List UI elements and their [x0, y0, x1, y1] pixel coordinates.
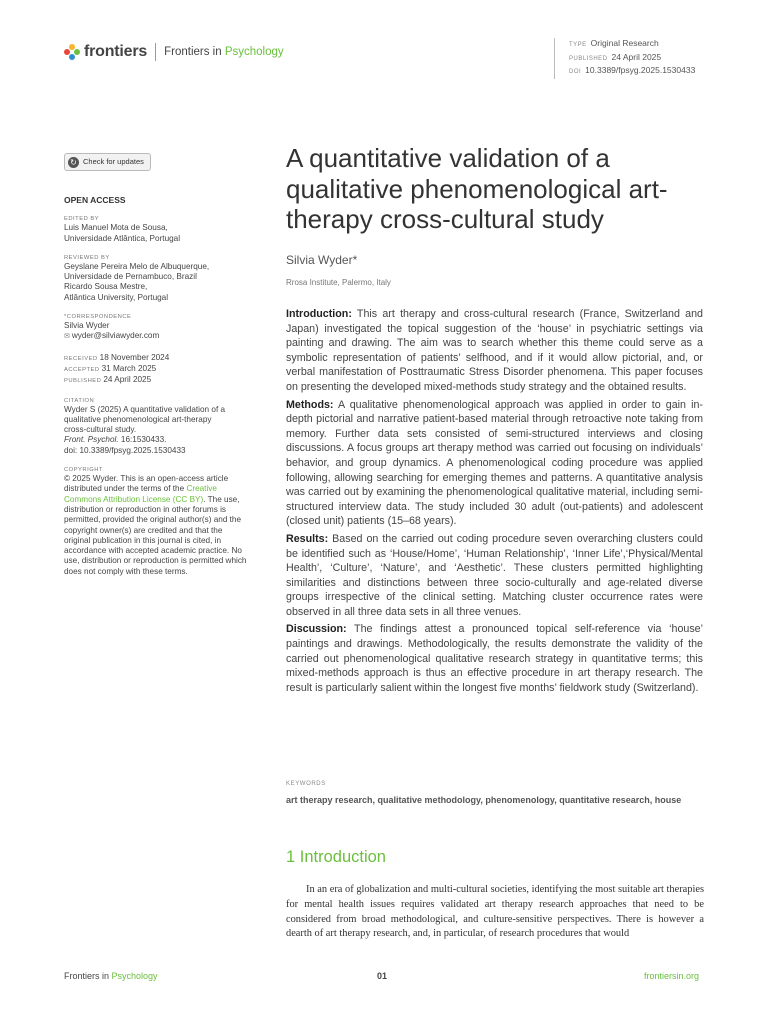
citation-journal: Front. Psychol. 16:1530433. [64, 435, 167, 445]
frontiers-logo-icon [64, 44, 80, 60]
correspondence-email[interactable]: ✉ wyder@silviawyder.com [64, 331, 160, 341]
dates [64, 353, 252, 387]
meta-doi: DOI 10.3389/fpsyg.2025.1530433 [569, 65, 696, 75]
meta-published: PUBLISHED 24 April 2025 [569, 51, 662, 62]
license-link[interactable]: Creative Commons Attribution License (CC BY) [64, 484, 217, 504]
author-name[interactable]: Silvia Wyder* [286, 253, 358, 267]
copyright-text: © 2025 Wyder. This is an open-access article distributed under the terms of the Creative Commons Attribution License (CC BY). The use, distribution or reproduction in other forums is permitted, provided the original author(s) and the copyright owner(s) are credited and that the original publication in this journal is cited, in accordance with accepted academic practice. No use, distribution or reproduction is permitted which does not comply with these terms. [64, 474, 247, 576]
page-number: 01 [377, 971, 388, 981]
date-accepted: ACCEPTED 31 March 2025 [64, 363, 157, 373]
section-heading: 1 Introduction [286, 848, 386, 866]
author-affiliation: Rrosa Institute, Palermo, Italy [286, 278, 391, 287]
abstract-introduction: Introduction: This art therapy and cross-cultural research (France, Switzerland and Japan) investigated the topical suggestion of the ‘house’ in psychiatric settings via painting and drawing. The aim was to search whether this theme could serve as a symbolic representation of patients’ selfhood, and if it would allow pictorial, and, or verbal manifestation of Posttraumatic Stress Disorder phenomena. This paper focuses on presenting the developed mixed-methods study strategy and the obtained results. [286, 308, 703, 393]
keywords-heading: KEYWORDS [286, 781, 326, 787]
abstract-discussion: Discussion: The findings attest a pronounced topical self-reference via ‘house’ paintings and drawings. Methodologically, the results demonstrate the validity of the carried out phenomenological qualitative research strategy in quantitative terms; this mixed-methods approach is thus an effective procedure in art therapy research. The result is particularly salient within the longest five months’ fieldwork study (Switzerland). [286, 623, 703, 694]
editor-line: Universidade Atlântica, Portugal [64, 233, 181, 243]
section-paragraph: In an era of globalization and multi-cultural societies, identifying the most suitable art therapies for mental health issues requires validated art therapy research approaches that need to be considered from broad methodological, and culture-sensitive perspectives. There is however a dearth of art therapy research, and, in particular, of research procedures that would [286, 884, 704, 940]
date-published: PUBLISHED 24 April 2025 [64, 375, 152, 385]
citation-heading: CITATION [64, 397, 95, 404]
meta-type: TYPE Original Research [569, 38, 659, 48]
reviewed-by-heading: REVIEWED BY [64, 254, 110, 261]
footer-journal: Frontiers in Psychology [64, 971, 158, 981]
reviewer-line: Atlântica University, Portugal [64, 292, 169, 302]
article-meta [554, 38, 695, 79]
abstract-results: Results: Based on the carried out coding procedure seven overarching clusters could be identified such as ‘House/Home’, ‘Human Relationship’, ‘Inner Life’,‘Physical/Mental Health’, ‘Culture’, ‘Nature’, and ‘Aesthetic’. These clusters permitted highlighting similarities and distinctions between three socio-culturally and age-related diverse groups irrespective of the clinical setting. Matching cluster occurrence rates were observed in all three data sets in all three venues. [286, 532, 703, 618]
journal-name[interactable]: Frontiers in Psychology [164, 46, 284, 58]
edited-by-heading: EDITED BY [64, 216, 100, 223]
abstract [286, 307, 703, 698]
logo-divider [155, 43, 156, 61]
editor-line: Luis Manuel Mota de Sousa, [64, 223, 168, 233]
sidebar [64, 153, 252, 577]
citation-line: Wyder S (2025) A quantitative validation of a [64, 404, 226, 414]
date-received: RECEIVED 18 November 2024 [64, 352, 170, 362]
reviewer-line: Ricardo Sousa Mestre, [64, 282, 148, 292]
reviewer-line: Geyslane Pereira Melo de Albuquerque, [64, 261, 210, 271]
copyright-heading: COPYRIGHT [64, 467, 103, 474]
citation-line: cross-cultural study. [64, 425, 137, 435]
reviewer-line: Universidade de Pernambuco, Brazil [64, 272, 197, 282]
citation-doi[interactable]: doi: 10.3389/fpsyg.2025.1530433 [64, 445, 186, 455]
footer-site-link[interactable]: frontiersin.org [644, 971, 700, 981]
correspondence-name: Silvia Wyder [64, 321, 110, 331]
keywords: art therapy research, qualitative methodology, phenomenology, quantitative research, house [286, 795, 682, 805]
correspondence-heading: *CORRESPONDENCE [64, 314, 132, 321]
envelope-icon: ✉ [64, 333, 72, 341]
refresh-icon: ↻ [68, 157, 79, 168]
logo-text: frontiers [84, 43, 148, 60]
check-for-updates-button[interactable]: ↻ Check for updates [64, 153, 151, 171]
article-title: A quantitative validation of a qualitative phenomenological art-therapy cross-cultural study [286, 143, 668, 234]
publisher-logo[interactable] [64, 42, 284, 62]
open-access-label: OPEN ACCESS [64, 195, 126, 205]
abstract-methods: Methods: A qualitative phenomenological approach was applied in order to gain in-depth pictorial and narrative patient-based material through retroactive note taking from memory. Further data sets consisted of semi-structured interviews and closing discussions. A focus groups art therapy method was carried out focusing on individuals’ behavior, and group dynamics. A phenomenological coding procedure was applied following, allowing searching for emerging themes and patterns. A quantitative analysis was carried out by examining the phenomenological qualitative material, including semi-structured interview data. The study included 30 adult (out-patients) and adolescent (closed unit) patients (15–68 years). [286, 398, 703, 528]
citation-line: qualitative phenomenological art-therapy [64, 414, 212, 424]
